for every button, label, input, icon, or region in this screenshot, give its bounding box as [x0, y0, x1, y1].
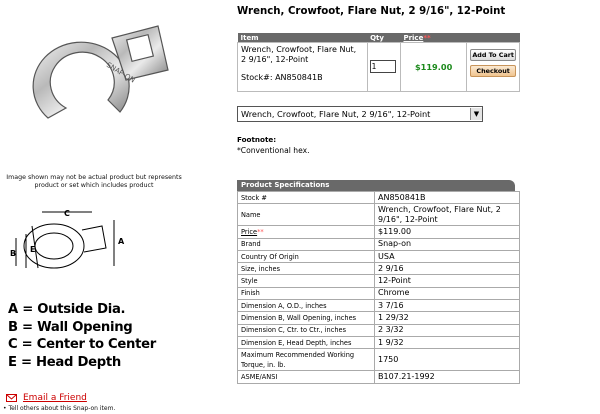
checkout-button[interactable]: Checkout	[470, 65, 516, 77]
page-title: Wrench, Crowfoot, Flare Nut, 2 9/16", 12-Point	[237, 6, 506, 17]
item-price: $119.00	[400, 43, 466, 92]
spec-row	[238, 275, 520, 287]
button-cell	[467, 43, 520, 92]
spec-value: 1750	[375, 349, 520, 371]
spec-value: 2 9/16	[375, 263, 520, 275]
item-row	[238, 43, 520, 92]
diagram-label-c: C	[64, 209, 70, 218]
price-header	[400, 33, 466, 43]
spec-label: Maximum Recommended Working Torque, in. lb.	[238, 349, 375, 371]
spec-row	[238, 287, 520, 299]
spec-value: 2 3/32	[375, 324, 520, 336]
spec-row	[238, 204, 520, 226]
spec-label-price	[238, 226, 375, 238]
spec-label: Finish	[238, 287, 375, 299]
spec-value: Wrench, Crowfoot, Flare Nut, 2 9/16", 12-Point	[375, 204, 520, 226]
diagram-label-e: E	[30, 245, 36, 254]
add-to-cart-button[interactable]: Add To Cart	[470, 49, 516, 61]
item-table-header	[238, 33, 520, 43]
spec-header	[237, 180, 520, 191]
spec-label: Dimension B, Wall Opening, inches	[238, 312, 375, 324]
spec-value: Chrome	[375, 287, 520, 299]
legend-wall-opening: B = Wall Opening	[8, 319, 133, 335]
spec-row	[238, 371, 520, 383]
image-disclaimer: Image shown may not be actual product but represents product or set which includes product	[6, 174, 182, 190]
spec-title: Product Specifications	[237, 180, 515, 191]
envelope-icon[interactable]	[6, 394, 17, 402]
spec-label: Name	[238, 204, 375, 226]
legend-head-depth: E = Head Depth	[8, 354, 121, 370]
item-table	[237, 33, 520, 92]
email-row	[6, 393, 87, 403]
spec-label: Dimension A, O.D., inches	[238, 300, 375, 312]
spec-label: Size, inches	[238, 263, 375, 275]
product-image	[8, 0, 186, 150]
item-description: Wrench, Crowfoot, Flare Nut, 2 9/16", 12-Point	[241, 45, 357, 64]
spec-row	[238, 312, 520, 324]
spec-row	[238, 250, 520, 262]
spec-value: Snap-on	[375, 238, 520, 250]
variant-select[interactable]	[237, 106, 483, 122]
spec-value: 12-Point	[375, 275, 520, 287]
dimension-legend	[8, 301, 156, 371]
spec-value: B107.21-1992	[375, 371, 520, 383]
email-a-friend-link[interactable]: Email a Friend	[23, 393, 87, 403]
qty-cell	[367, 43, 400, 92]
spec-label: Style	[238, 275, 375, 287]
spec-table	[237, 191, 520, 384]
spec-value: AN850841B	[375, 192, 520, 204]
spec-row	[238, 226, 520, 238]
spec-value: 3 7/16	[375, 300, 520, 312]
spec-row	[238, 263, 520, 275]
spec-value: USA	[375, 250, 520, 262]
qty-header: Qty	[367, 33, 400, 43]
footnote-text: *Conventional hex.	[237, 146, 310, 155]
tell-others-label: Tell others about this Snap-on item.	[8, 405, 116, 412]
spec-label: Stock #	[238, 192, 375, 204]
spec-label: Dimension E, Head Depth, inches	[238, 336, 375, 348]
tell-others-text: • Tell others about this Snap-on item.	[3, 405, 116, 412]
spec-value: 1 9/32	[375, 336, 520, 348]
spec-row	[238, 238, 520, 250]
spec-row	[238, 349, 520, 371]
item-stock-number: Stock#: AN850841B	[241, 73, 323, 82]
variant-select-value: Wrench, Crowfoot, Flare Nut, 2 9/16", 12-Point	[241, 109, 431, 119]
buttons-header	[467, 33, 520, 43]
item-header: Item	[238, 33, 368, 43]
diagram-label-b: B	[10, 249, 17, 258]
spec-label: ASME/ANSI	[238, 371, 375, 383]
price-header-link[interactable]: Price	[403, 33, 424, 42]
footnote-label: Footnote:	[237, 135, 277, 144]
spec-value: 1 29/32	[375, 312, 520, 324]
spec-value: $119.00	[375, 226, 520, 238]
legend-outside-dia: A = Outside Dia.	[8, 302, 126, 317]
spec-label: Brand	[238, 238, 375, 250]
spec-label: Dimension C, Ctr. to Ctr., inches	[238, 324, 375, 336]
item-description-cell	[238, 43, 368, 92]
spec-row	[238, 336, 520, 348]
quantity-input[interactable]	[370, 60, 396, 73]
engraving-text: SNAP-ON	[104, 60, 137, 85]
dimension-diagram	[2, 204, 132, 284]
spec-price-link[interactable]: Price	[241, 227, 258, 236]
spec-row	[238, 192, 520, 204]
price-header-stars: **	[423, 33, 431, 42]
diagram-label-a: A	[118, 237, 125, 246]
spec-price-stars: **	[257, 227, 264, 236]
chevron-down-icon[interactable]: ▼	[470, 108, 482, 120]
spec-row	[238, 300, 520, 312]
spec-row	[238, 324, 520, 336]
legend-center-to-center: C = Center to Center	[8, 337, 156, 352]
spec-label: Country Of Origin	[238, 250, 375, 262]
